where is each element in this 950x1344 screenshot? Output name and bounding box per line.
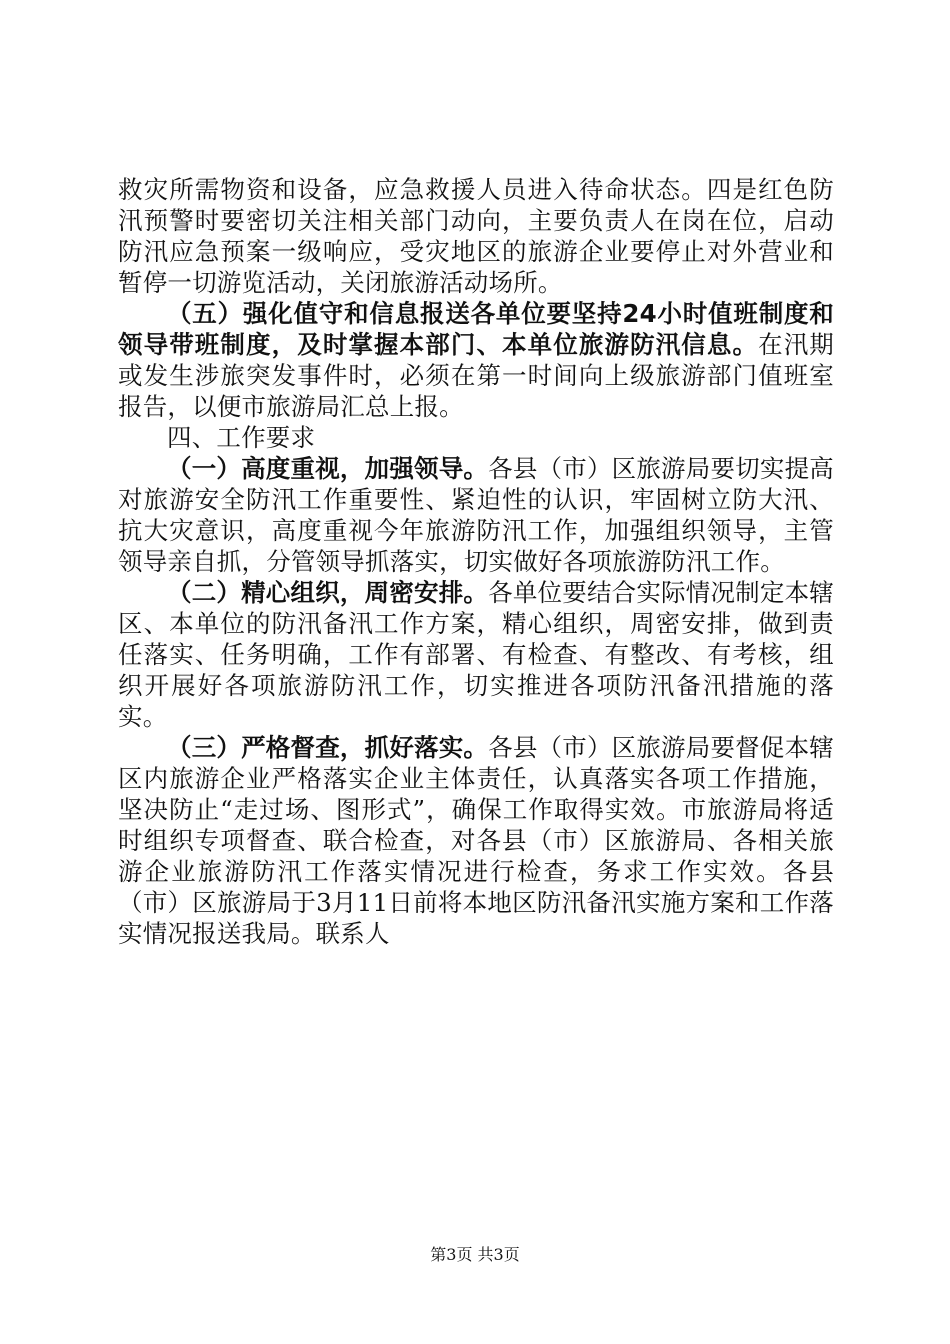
paragraph-organization-heading: （二）精心组织，周密安排。 [167,578,489,607]
paragraph-duty-reporting-text: 在汛期或发生涉旅突发事件时，必须在第一时间向上级旅游部门值班室报告，以便市旅游局汇总上报。 [118,330,835,421]
page-number-label: 第3页 共3页 [430,1245,520,1264]
paragraph-leadership-heading: （一）高度重视，加强领导。 [167,454,489,483]
paragraph-leadership [118,453,834,577]
page-footer [0,1245,950,1265]
paragraph-leadership-text: 各县（市）区旅游局要切实提高对旅游安全防汛工作重要性、紧迫性的认识，牢固树立防大汛、抗大灾意识，高度重视今年旅游防汛工作，加强组织领导，主管领导亲自抓，分管领导抓落实，切实做好各项旅游防汛工作。 [118,454,834,576]
paragraph-supervision-heading: （三）严格督查，抓好落实。 [167,733,489,762]
paragraph-supervision [118,732,834,949]
paragraph-supervision-text: 各县（市）区旅游局要督促本辖区内旅游企业严格落实企业主体责任，认真落实各项工作措施，坚决防止“走过场、图形式”，确保工作取得实效。市旅游局将适时组织专项督查、联合检查，对各县（市）区旅游局、各相关旅游企业旅游防汛工作落实情况进行检查，务求工作实效。各县（市）区旅游局于3月11日前将本地区防汛备汛实施方案和工作落实情况报送我局。联系人 [118,733,834,948]
paragraph-warning-red: 救灾所需物资和设备，应急救援人员进入待命状态。四是红色防汛预警时要密切关注相关部门动向，主要负责人在岗在位，启动防汛应急预案一级响应，受灾地区的旅游企业要停止对外营业和暂停一切游览活动，关闭旅游活动场所。 [118,175,834,297]
document-body [118,174,834,949]
paragraph-organization-text: 各单位要结合实际情况制定本辖区、本单位的防汛备汛工作方案，精心组织，周密安排，做到责任落实、任务明确，工作有部署、有检查、有整改、有考核，组织开展好各项旅游防汛工作，切实推进各项防汛备汛措施的落实。 [118,578,834,731]
section-heading-work-requirements: 四、工作要求 [167,423,316,452]
paragraph-duty-reporting-heading: （五）强化值守和信息报送各单位要坚持24小时值班制度和领导带班制度，及时掌握本部门、本单位旅游防汛信息。 [118,299,834,359]
paragraph-organization [118,577,834,732]
paragraph-duty-reporting [118,298,834,422]
